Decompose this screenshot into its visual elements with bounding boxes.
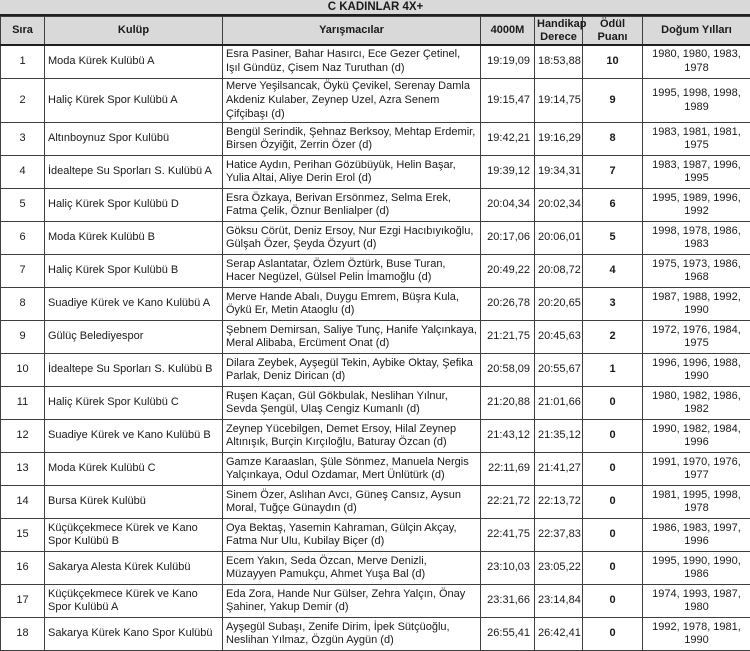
column-header-time: 4000M xyxy=(481,17,535,46)
competitors-cell: Esra Pasiner, Bahar Hasırcı, Ece Gezer Çetinel, Işıl Gündüz, Çisem Naz Turuthan (d) xyxy=(223,45,481,79)
competitors-cell: Sinem Özer, Aslıhan Avcı, Güneş Cansız, Aysun Moral, Tuğçe Günaydın (d) xyxy=(223,486,481,519)
time-4000m-cell: 21:43,12 xyxy=(481,420,535,453)
club-cell: Küçükçekmece Kürek ve Kano Spor Kulübü A xyxy=(45,585,223,618)
birth-years-cell: 1998, 1978, 1986, 1983 xyxy=(643,222,750,255)
table-row xyxy=(1,486,750,519)
birth-years-cell: 1992, 1978, 1981, 1990 xyxy=(643,618,750,651)
competitors-cell: Merve Yeşilsancak, Öykü Çevikel, Serenay Damla Akdeniz Kulaber, Zeynep Uzel, Azra Senem Çifçibaşı (d) xyxy=(223,79,481,123)
handicap-degree-cell: 22:37,83 xyxy=(535,519,583,552)
award-points-cell: 0 xyxy=(583,552,643,585)
club-cell: Moda Kürek Kulübü A xyxy=(45,45,223,79)
table-row xyxy=(1,45,750,79)
competitors-cell: Zeynep Yücebilgen, Demet Ersoy, Hilal Zeynep Altınışık, Burçin Kırçıloğlu, Baturay Özcan (d) xyxy=(223,420,481,453)
rank-cell: 13 xyxy=(1,453,45,486)
competitors-cell: Dilara Zeybek, Ayşegül Tekin, Aybike Oktay, Şefika Parlak, Deniz Dirican (d) xyxy=(223,354,481,387)
table-row xyxy=(1,123,750,156)
time-4000m-cell: 20:49,22 xyxy=(481,255,535,288)
handicap-degree-cell: 19:14,75 xyxy=(535,79,583,123)
birth-years-cell: 1995, 1990, 1990, 1986 xyxy=(643,552,750,585)
competitors-cell: Ruşen Kaçan, Gül Gökbulak, Neslihan Yılnur, Sevda Şengül, Ulaş Cengiz Kumanlı (d) xyxy=(223,387,481,420)
table-row xyxy=(1,618,750,651)
award-points-cell: 2 xyxy=(583,321,643,354)
competitors-cell: Esra Özkaya, Berivan Ersönmez, Selma Erek, Fatma Çelik, Öznur Benlialper (d) xyxy=(223,189,481,222)
birth-years-cell: 1991, 1970, 1976, 1977 xyxy=(643,453,750,486)
award-points-cell: 9 xyxy=(583,79,643,123)
birth-years-cell: 1980, 1980, 1983, 1978 xyxy=(643,45,750,79)
header-row xyxy=(1,17,750,46)
award-points-cell: 6 xyxy=(583,189,643,222)
club-cell: Moda Kürek Kulübü B xyxy=(45,222,223,255)
competitors-cell: Ayşegül Subaşı, Zenife Dirim, İpek Sütçüoğlu, Neslihan Yılmaz, Özgün Aygün (d) xyxy=(223,618,481,651)
competitors-cell: Ecem Yakın, Seda Özcan, Merve Denizli, Müzayyen Pamukçu, Ahmet Yuşa Bal (d) xyxy=(223,552,481,585)
table-row xyxy=(1,288,750,321)
table-row xyxy=(1,321,750,354)
club-cell: Gülüç Belediyespor xyxy=(45,321,223,354)
time-4000m-cell: 26:55,41 xyxy=(481,618,535,651)
rank-cell: 4 xyxy=(1,156,45,189)
competitors-cell: Merve Hande Abalı, Duygu Emrem, Büşra Kula, Öykü Er, Metin Ataoglu (d) xyxy=(223,288,481,321)
handicap-degree-cell: 20:08,72 xyxy=(535,255,583,288)
table-row xyxy=(1,255,750,288)
handicap-degree-cell: 21:41,27 xyxy=(535,453,583,486)
club-cell: Haliç Kürek Spor Kulübü D xyxy=(45,189,223,222)
table-body xyxy=(1,45,750,651)
rank-cell: 7 xyxy=(1,255,45,288)
club-cell: Sakarya Alesta Kürek Kulübü xyxy=(45,552,223,585)
award-points-cell: 7 xyxy=(583,156,643,189)
time-4000m-cell: 20:26,78 xyxy=(481,288,535,321)
rank-cell: 17 xyxy=(1,585,45,618)
table-row xyxy=(1,222,750,255)
table-row xyxy=(1,420,750,453)
competitors-cell: Göksu Cörüt, Deniz Ersoy, Nur Ezgi Hacıbıyıkoğlu, Gülşah Özer, Şeyda Özyurt (d) xyxy=(223,222,481,255)
time-4000m-cell: 19:15,47 xyxy=(481,79,535,123)
award-points-cell: 10 xyxy=(583,45,643,79)
column-header-competitors: Yarışmacılar xyxy=(223,17,481,46)
time-4000m-cell: 22:11,69 xyxy=(481,453,535,486)
award-points-cell: 1 xyxy=(583,354,643,387)
handicap-degree-cell: 20:20,65 xyxy=(535,288,583,321)
award-points-cell: 4 xyxy=(583,255,643,288)
club-cell: Suadiye Kürek ve Kano Kulübü B xyxy=(45,420,223,453)
rank-cell: 2 xyxy=(1,79,45,123)
table-header xyxy=(1,17,750,46)
column-header-handicap: Handikap Derece xyxy=(535,17,583,46)
award-points-cell: 3 xyxy=(583,288,643,321)
competitors-cell: Bengül Serindik, Şehnaz Berksoy, Mehtap Erdemir, Birsen Özyiğit, Zerrin Özer (d) xyxy=(223,123,481,156)
table-row xyxy=(1,387,750,420)
time-4000m-cell: 22:21,72 xyxy=(481,486,535,519)
competitors-cell: Şebnem Demirsan, Saliye Tunç, Hanife Yalçınkaya, Meral Alibaba, Ercüment Onat (d) xyxy=(223,321,481,354)
time-4000m-cell: 22:41,75 xyxy=(481,519,535,552)
birth-years-cell: 1990, 1982, 1984, 1996 xyxy=(643,420,750,453)
club-cell: İdealtepe Su Sporları S. Kulübü A xyxy=(45,156,223,189)
table-row xyxy=(1,189,750,222)
award-points-cell: 0 xyxy=(583,486,643,519)
club-cell: Haliç Kürek Spor Kulübü C xyxy=(45,387,223,420)
club-cell: Haliç Kürek Spor Kulübü A xyxy=(45,79,223,123)
rank-cell: 1 xyxy=(1,45,45,79)
time-4000m-cell: 23:31,66 xyxy=(481,585,535,618)
handicap-degree-cell: 20:55,67 xyxy=(535,354,583,387)
rank-cell: 18 xyxy=(1,618,45,651)
table-row xyxy=(1,519,750,552)
column-header-club: Kulüp xyxy=(45,17,223,46)
handicap-degree-cell: 19:34,31 xyxy=(535,156,583,189)
rank-cell: 16 xyxy=(1,552,45,585)
handicap-degree-cell: 19:16,29 xyxy=(535,123,583,156)
handicap-degree-cell: 20:06,01 xyxy=(535,222,583,255)
table-row xyxy=(1,552,750,585)
table-row xyxy=(1,453,750,486)
award-points-cell: 0 xyxy=(583,420,643,453)
rank-cell: 10 xyxy=(1,354,45,387)
time-4000m-cell: 19:39,12 xyxy=(481,156,535,189)
handicap-degree-cell: 20:45,63 xyxy=(535,321,583,354)
birth-years-cell: 1987, 1988, 1992, 1990 xyxy=(643,288,750,321)
time-4000m-cell: 20:17,06 xyxy=(481,222,535,255)
time-4000m-cell: 19:42,21 xyxy=(481,123,535,156)
award-points-cell: 5 xyxy=(583,222,643,255)
time-4000m-cell: 21:20,88 xyxy=(481,387,535,420)
rank-cell: 6 xyxy=(1,222,45,255)
award-points-cell: 0 xyxy=(583,387,643,420)
birth-years-cell: 1983, 1981, 1981, 1975 xyxy=(643,123,750,156)
table-row xyxy=(1,585,750,618)
time-4000m-cell: 20:04,34 xyxy=(481,189,535,222)
handicap-degree-cell: 26:42,41 xyxy=(535,618,583,651)
birth-years-cell: 1995, 1998, 1998, 1989 xyxy=(643,79,750,123)
award-points-cell: 8 xyxy=(583,123,643,156)
handicap-degree-cell: 21:35,12 xyxy=(535,420,583,453)
birth-years-cell: 1972, 1976, 1984, 1975 xyxy=(643,321,750,354)
birth-years-cell: 1975, 1973, 1986, 1968 xyxy=(643,255,750,288)
handicap-degree-cell: 20:02,34 xyxy=(535,189,583,222)
competitors-cell: Serap Aslantatar, Özlem Öztürk, Buse Turan, Hacer Negüzel, Gülsel Pelin İmamoğlu (d) xyxy=(223,255,481,288)
rank-cell: 11 xyxy=(1,387,45,420)
club-cell: Moda Kürek Kulübü C xyxy=(45,453,223,486)
handicap-degree-cell: 18:53,88 xyxy=(535,45,583,79)
club-cell: İdealtepe Su Sporları S. Kulübü B xyxy=(45,354,223,387)
competitors-cell: Eda Zora, Hande Nur Gülser, Zehra Yalçın, Önay Şahiner, Yakup Demir (d) xyxy=(223,585,481,618)
handicap-degree-cell: 23:14,84 xyxy=(535,585,583,618)
rank-cell: 14 xyxy=(1,486,45,519)
award-points-cell: 0 xyxy=(583,453,643,486)
award-points-cell: 0 xyxy=(583,618,643,651)
column-header-rank: Sıra xyxy=(1,17,45,46)
column-header-birth-years: Doğum Yılları xyxy=(643,17,750,46)
birth-years-cell: 1981, 1995, 1998, 1978 xyxy=(643,486,750,519)
club-cell: Suadiye Kürek ve Kano Kulübü A xyxy=(45,288,223,321)
column-header-points: Ödül Puanı xyxy=(583,17,643,46)
handicap-degree-cell: 22:13,72 xyxy=(535,486,583,519)
handicap-degree-cell: 21:01,66 xyxy=(535,387,583,420)
birth-years-cell: 1996, 1996, 1988, 1990 xyxy=(643,354,750,387)
rank-cell: 9 xyxy=(1,321,45,354)
birth-years-cell: 1995, 1989, 1996, 1992 xyxy=(643,189,750,222)
handicap-degree-cell: 23:05,22 xyxy=(535,552,583,585)
club-cell: Bursa Kürek Kulübü xyxy=(45,486,223,519)
table-title: C KADINLAR 4X+ xyxy=(0,0,750,16)
table-row xyxy=(1,354,750,387)
club-cell: Küçükçekmece Kürek ve Kano Spor Kulübü B xyxy=(45,519,223,552)
birth-years-cell: 1980, 1982, 1986, 1982 xyxy=(643,387,750,420)
birth-years-cell: 1986, 1983, 1997, 1996 xyxy=(643,519,750,552)
time-4000m-cell: 20:58,09 xyxy=(481,354,535,387)
table-row xyxy=(1,156,750,189)
competitors-cell: Oya Bektaş, Yasemin Kahraman, Gülçin Akçay, Fatma Nur Ulu, Kubilay Biçer (d) xyxy=(223,519,481,552)
rank-cell: 3 xyxy=(1,123,45,156)
rank-cell: 15 xyxy=(1,519,45,552)
award-points-cell: 0 xyxy=(583,585,643,618)
club-cell: Sakarya Kürek Kano Spor Kulübü xyxy=(45,618,223,651)
club-cell: Altınboynuz Spor Kulübü xyxy=(45,123,223,156)
rank-cell: 8 xyxy=(1,288,45,321)
table-row xyxy=(1,79,750,123)
rank-cell: 5 xyxy=(1,189,45,222)
award-points-cell: 0 xyxy=(583,519,643,552)
competitors-cell: Gamze Karaaslan, Şüle Sönmez, Manuela Nergis Yalçınkaya, Odul Ozdamar, Mert Ünlütürk (d) xyxy=(223,453,481,486)
rank-cell: 12 xyxy=(1,420,45,453)
birth-years-cell: 1974, 1993, 1987, 1980 xyxy=(643,585,750,618)
time-4000m-cell: 23:10,03 xyxy=(481,552,535,585)
club-cell: Haliç Kürek Spor Kulübü B xyxy=(45,255,223,288)
competitors-cell: Hatice Aydın, Perihan Gözübüyük, Helin Başar, Yulia Altai, Aliye Derin Erol (d) xyxy=(223,156,481,189)
time-4000m-cell: 19:19,09 xyxy=(481,45,535,79)
birth-years-cell: 1983, 1987, 1996, 1995 xyxy=(643,156,750,189)
time-4000m-cell: 21:21,75 xyxy=(481,321,535,354)
